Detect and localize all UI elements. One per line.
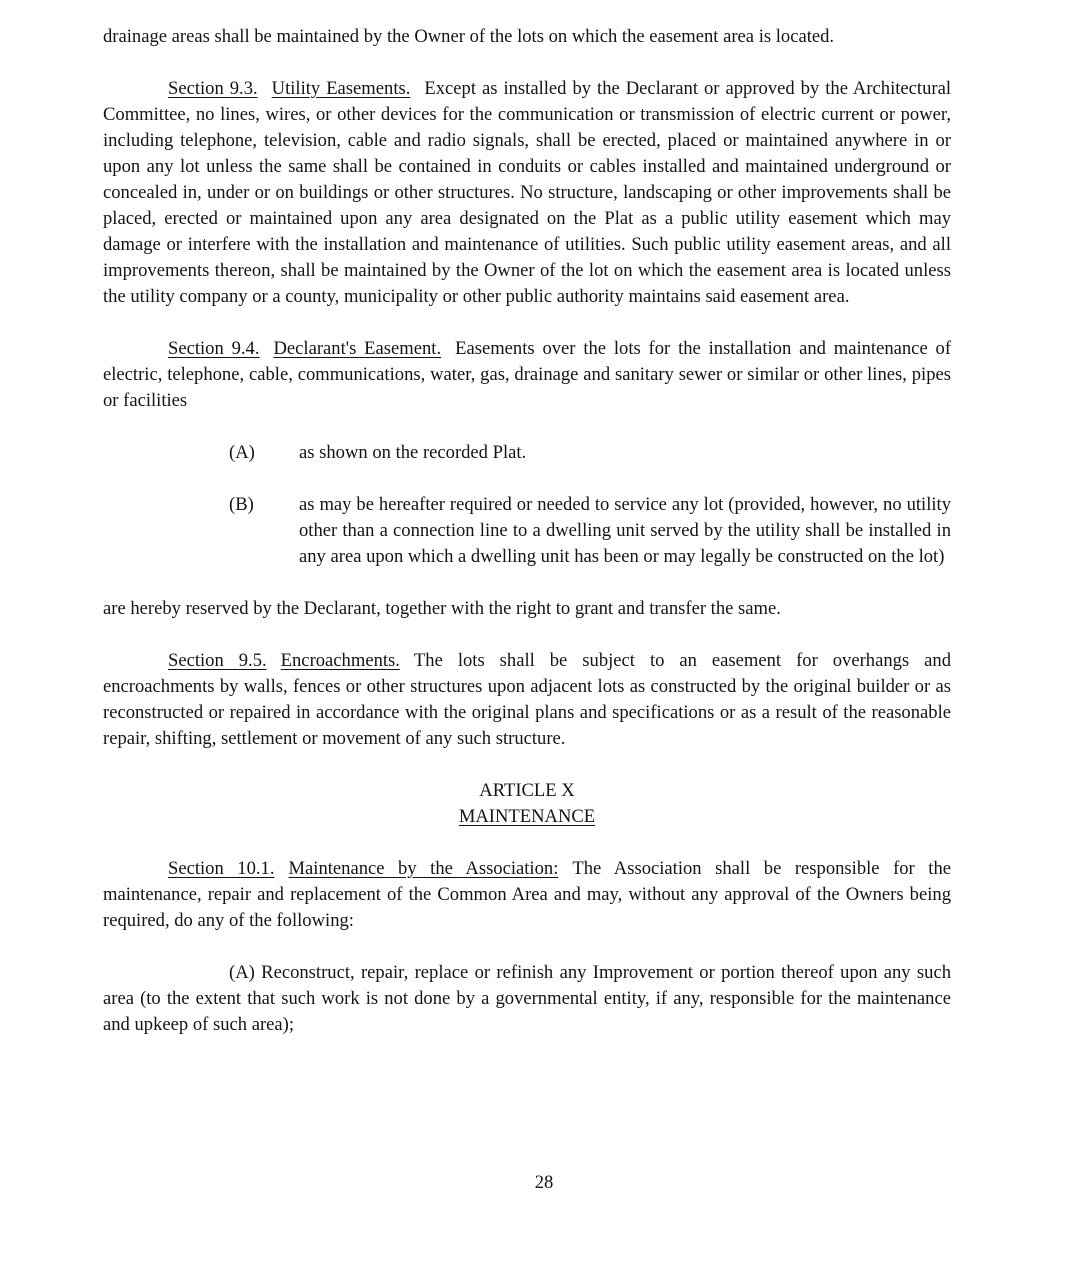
spacer: [103, 934, 951, 960]
section-9-3-title: Utility Easements.: [271, 78, 411, 99]
section-9-5-paragraph: [103, 648, 951, 752]
section-10-1-item-a: [103, 960, 951, 1038]
article-number: ARTICLE X: [479, 780, 575, 801]
spacer: [103, 622, 951, 648]
spacer: [103, 830, 951, 856]
item-text: as shown on the recorded Plat.: [299, 442, 527, 463]
spacer: [103, 310, 951, 336]
page-number: 28: [534, 1172, 554, 1193]
section-9-3-number: Section 9.3.: [168, 78, 258, 99]
section-9-3-body: Except as installed by the Declarant or approved by the Architectural Committee, no lines, wires, or other devices for the communication or transmission of electric current or power, including telephone, television, cable and radio signals, shall be erected, placed or maintained anywhere in or upon any lot unless the same shall be contained in conduits or cables installed and maintained underground or concealed in, under or on buildings or other structures. No structure, landscaping or other improvements shall be placed, erected or maintained upon any area designated on the Plat as a public utility easement which may damage or interfere with the installation and maintenance of utilities. Such public utility easement areas, and all improvements thereon, shall be maintained by the Owner of the lot on which the easement area is located unless the utility company or a county, municipality or other public authority maintains said easement area.: [103, 78, 951, 307]
section-10-1-body: The Association shall be responsible for the maintenance, repair and replacement of the Common Area and may, without any approval of the Owners being required, do any of the following:: [103, 858, 951, 931]
continuation-paragraph: drainage areas shall be maintained by the Owner of the lots on which the easement area is located.: [103, 26, 835, 47]
spacer: [103, 752, 951, 778]
spacer: [103, 50, 951, 76]
section-10-1-number: Section 10.1.: [168, 858, 275, 879]
document-page: [103, 24, 951, 1038]
section-9-4-paragraph: [103, 336, 951, 414]
section-9-4-item-b: [103, 492, 951, 570]
item-label: (A): [229, 962, 255, 983]
article-title: MAINTENANCE: [458, 806, 596, 827]
section-9-5-number: Section 9.5.: [168, 650, 267, 671]
section-9-5-title: Encroachments.: [280, 650, 400, 671]
section-9-4-item-a: [103, 440, 951, 466]
item-text: Reconstruct, repair, replace or refinish any Improvement or portion thereof upon any such area (to the extent that such work is not done by a governmental entity, if any, responsible for the maintenance and upkeep of such area);: [103, 962, 951, 1035]
section-10-1-paragraph: [103, 856, 951, 934]
spacer: [103, 570, 951, 596]
section-9-4-body: Easements over the lots for the installation and maintenance of electric, telephone, cable, communications, water, gas, drainage and sanitary sewer or similar or other lines, pipes or facilities: [103, 338, 952, 411]
section-9-4-number: Section 9.4.: [168, 338, 260, 359]
spacer: [103, 414, 951, 440]
section-9-4-title: Declarant's Easement.: [273, 338, 442, 359]
item-label: (B): [229, 494, 254, 515]
section-9-4-closing: are hereby reserved by the Declarant, together with the right to grant and transfer the same.: [103, 598, 781, 619]
section-9-5-body: The lots shall be subject to an easement for overhangs and encroachments by walls, fences or other structures upon adjacent lots as constructed by the original builder or as reconstructed or repaired in accordance with the original plans and specifications or as a result of the reasonable repair, shifting, settlement or movement of any such structure.: [103, 650, 951, 749]
section-10-1-title: Maintenance by the Association:: [288, 858, 559, 879]
spacer: [103, 466, 951, 492]
article-title-line: [103, 804, 951, 830]
item-label: (A): [229, 442, 255, 463]
item-text: as may be hereafter required or needed to service any lot (provided, however, no utility other than a connection line to a dwelling unit served by the utility shall be installed in any area upon which a dwelling unit has been or may legally be constructed on the lot): [299, 494, 951, 567]
section-9-3-paragraph: [103, 76, 951, 310]
